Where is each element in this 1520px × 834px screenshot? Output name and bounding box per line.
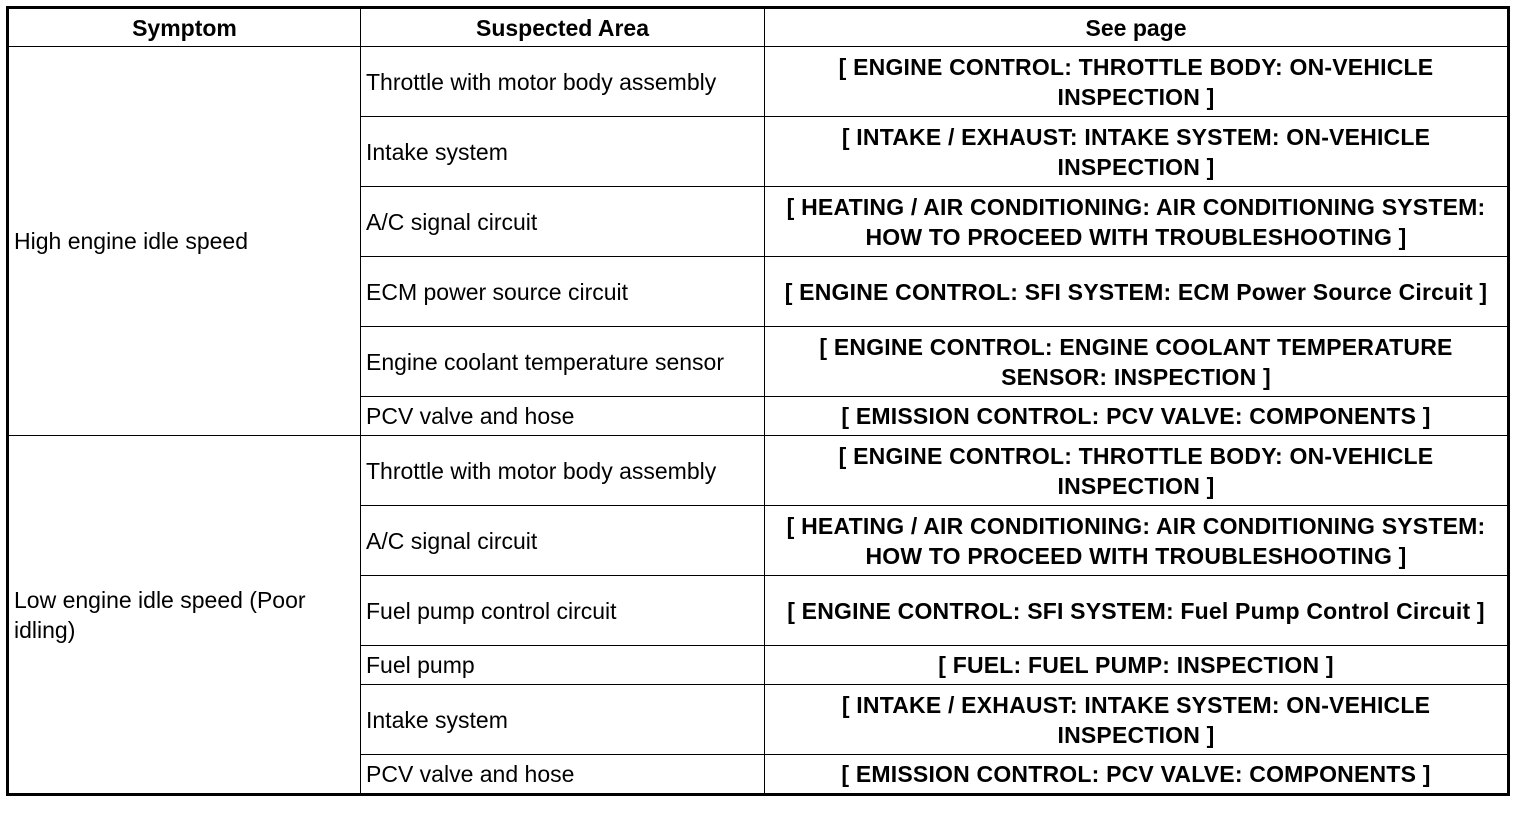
see-page-link[interactable]: [ FUEL: FUEL PUMP: INSPECTION ] <box>765 646 1509 685</box>
suspected-area-cell: A/C signal circuit <box>361 187 765 257</box>
see-page-link[interactable]: [ INTAKE / EXHAUST: INTAKE SYSTEM: ON-VEHICLE INSPECTION ] <box>765 685 1509 755</box>
see-page-link[interactable]: [ INTAKE / EXHAUST: INTAKE SYSTEM: ON-VEHICLE INSPECTION ] <box>765 117 1509 187</box>
see-page-link[interactable]: [ HEATING / AIR CONDITIONING: AIR CONDITIONING SYSTEM: HOW TO PROCEED WITH TROUBLESHOOTING ] <box>765 506 1509 576</box>
suspected-area-cell: PCV valve and hose <box>361 397 765 436</box>
suspected-area-cell: Intake system <box>361 685 765 755</box>
symptom-cell: Low engine idle speed (Poor idling) <box>8 436 361 795</box>
suspected-area-cell: Engine coolant temperature sensor <box>361 327 765 397</box>
suspected-area-cell: ECM power source circuit <box>361 257 765 327</box>
table-body <box>8 47 1509 795</box>
suspected-area-cell: A/C signal circuit <box>361 506 765 576</box>
header-suspected-area: Suspected Area <box>361 8 765 47</box>
symptom-cell: High engine idle speed <box>8 47 361 436</box>
table-row <box>8 436 1509 506</box>
see-page-link[interactable]: [ EMISSION CONTROL: PCV VALVE: COMPONENTS ] <box>765 397 1509 436</box>
header-symptom: Symptom <box>8 8 361 47</box>
see-page-link[interactable]: [ ENGINE CONTROL: THROTTLE BODY: ON-VEHICLE INSPECTION ] <box>765 47 1509 117</box>
suspected-area-cell: Throttle with motor body assembly <box>361 47 765 117</box>
see-page-link[interactable]: [ ENGINE CONTROL: ENGINE COOLANT TEMPERATURE SENSOR: INSPECTION ] <box>765 327 1509 397</box>
suspected-area-cell: Fuel pump control circuit <box>361 576 765 646</box>
see-page-link[interactable]: [ EMISSION CONTROL: PCV VALVE: COMPONENTS ] <box>765 755 1509 795</box>
header-see-page: See page <box>765 8 1509 47</box>
see-page-link[interactable]: [ HEATING / AIR CONDITIONING: AIR CONDITIONING SYSTEM: HOW TO PROCEED WITH TROUBLESHOOTING ] <box>765 187 1509 257</box>
see-page-link[interactable]: [ ENGINE CONTROL: SFI SYSTEM: Fuel Pump Control Circuit ] <box>765 576 1509 646</box>
suspected-area-cell: Intake system <box>361 117 765 187</box>
see-page-link[interactable]: [ ENGINE CONTROL: THROTTLE BODY: ON-VEHICLE INSPECTION ] <box>765 436 1509 506</box>
troubleshooting-table <box>6 6 1510 796</box>
suspected-area-cell: Throttle with motor body assembly <box>361 436 765 506</box>
table-row <box>8 47 1509 117</box>
suspected-area-cell: PCV valve and hose <box>361 755 765 795</box>
table-header <box>8 8 1509 47</box>
header-row <box>8 8 1509 47</box>
see-page-link[interactable]: [ ENGINE CONTROL: SFI SYSTEM: ECM Power Source Circuit ] <box>765 257 1509 327</box>
suspected-area-cell: Fuel pump <box>361 646 765 685</box>
